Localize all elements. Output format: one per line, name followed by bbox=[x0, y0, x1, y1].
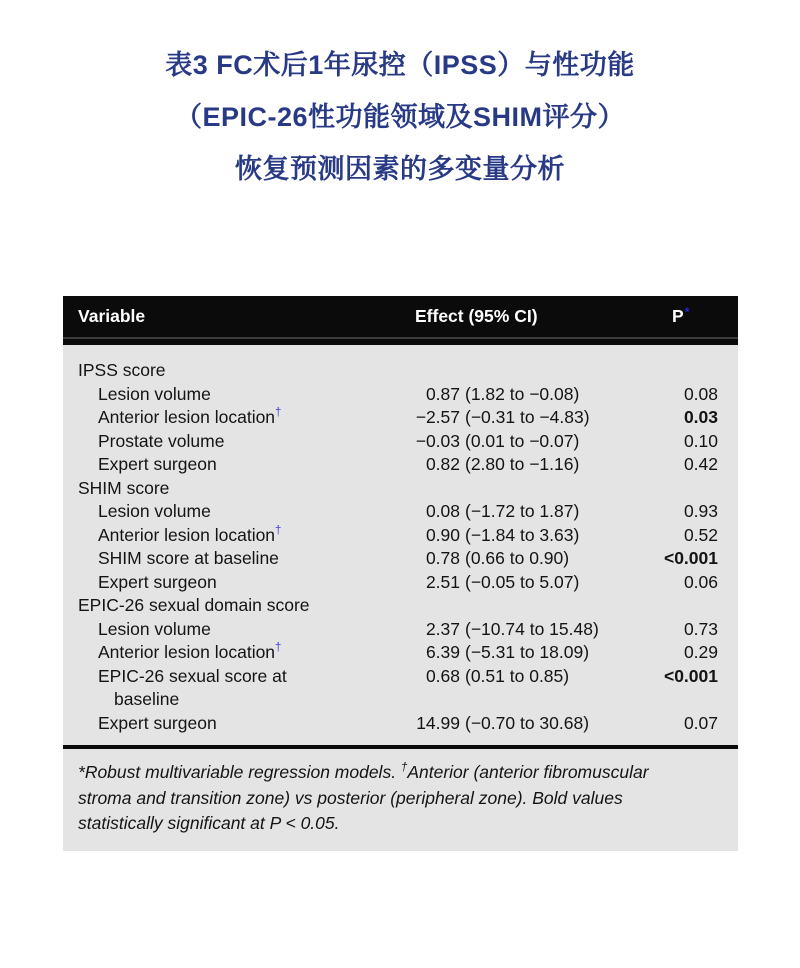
page-title-line-3: 恢复预测因素的多变量分析 bbox=[235, 154, 565, 184]
p-value: 0.03 bbox=[683, 407, 718, 427]
page-title-line-2: （EPIC-26性功能领域及SHIM评分） bbox=[174, 102, 626, 132]
effect-ci: (−0.31 to −4.83) bbox=[465, 407, 590, 427]
dagger-icon: † bbox=[275, 642, 282, 655]
p-value: 0.52 bbox=[683, 524, 718, 545]
p-value: 0.10 bbox=[683, 430, 718, 451]
p-value: 0.93 bbox=[683, 501, 718, 521]
section-row-shim bbox=[63, 477, 738, 501]
table-row bbox=[63, 665, 738, 712]
table-row bbox=[63, 618, 738, 642]
footnote-part-2: Anterior (anterior fibromuscular stroma and transition zone) vs posterior (peripheral zone). Bold values statistically significant at P < 0.05. bbox=[78, 762, 649, 833]
section-label: EPIC-26 sexual domain score bbox=[78, 595, 310, 615]
variable-line-1: EPIC-26 sexual score at bbox=[98, 665, 287, 686]
p-value: 0.06 bbox=[683, 571, 718, 592]
effect-value: 0.78 bbox=[425, 548, 460, 568]
effect-value: 14.99 bbox=[416, 712, 460, 733]
table-footer bbox=[63, 749, 738, 851]
p-value: <0.001 bbox=[663, 548, 718, 568]
header-p-label: P bbox=[672, 306, 684, 326]
table-row bbox=[63, 406, 738, 430]
table-header bbox=[63, 296, 738, 339]
table-row bbox=[63, 383, 738, 407]
effect-ci: (0.01 to −0.07) bbox=[465, 430, 580, 451]
footnote-star: * bbox=[78, 762, 85, 782]
effect-ci: (0.51 to 0.85) bbox=[465, 665, 570, 686]
effect-value: 2.37 bbox=[425, 618, 460, 639]
variable-cell: Lesion volume bbox=[98, 383, 211, 404]
effect-value: 2.51 bbox=[425, 571, 460, 592]
effect-ci: (−10.74 to 15.48) bbox=[465, 618, 599, 639]
effect-ci: (−1.84 to 3.63) bbox=[465, 524, 580, 545]
effect-ci: (2.80 to −1.16) bbox=[465, 454, 580, 474]
effect-value: 0.08 bbox=[425, 501, 460, 521]
effect-ci: (1.82 to −0.08) bbox=[465, 383, 580, 404]
dagger-icon: † bbox=[275, 524, 282, 537]
header-p bbox=[672, 306, 689, 329]
variable-cell: Lesion volume bbox=[98, 501, 211, 521]
table-footnote bbox=[78, 760, 658, 837]
footnote-part-1: Robust multivariable regression models. bbox=[84, 762, 401, 782]
variable-cell: Expert surgeon bbox=[98, 712, 217, 733]
effect-ci: (0.66 to 0.90) bbox=[465, 548, 570, 568]
variable-cell: Anterior lesion location† bbox=[98, 524, 282, 545]
header-variable: Variable bbox=[78, 306, 146, 326]
section-label: IPSS score bbox=[78, 360, 166, 380]
variable-cell: Lesion volume bbox=[98, 618, 211, 639]
effect-value: 6.39 bbox=[425, 642, 460, 662]
dagger-icon: † bbox=[275, 407, 282, 420]
effect-value: −2.57 bbox=[415, 407, 460, 427]
effect-value: 0.87 bbox=[425, 383, 460, 404]
variable-cell: Anterior lesion location† bbox=[98, 642, 282, 662]
header-effect: Effect (95% CI) bbox=[415, 306, 538, 326]
table-row bbox=[63, 547, 738, 571]
effect-ci: (−0.70 to 30.68) bbox=[465, 712, 590, 733]
page-title-line-1: 表3 FC术后1年尿控（IPSS）与性功能 bbox=[165, 50, 635, 80]
variable-cell: SHIM score at baseline bbox=[98, 548, 279, 568]
variable-cell: Expert surgeon bbox=[98, 571, 217, 592]
p-value: <0.001 bbox=[663, 665, 718, 686]
effect-value: 0.68 bbox=[425, 665, 460, 686]
table-row bbox=[63, 571, 738, 595]
effect-value: 0.90 bbox=[425, 524, 460, 545]
section-row-ipss bbox=[63, 359, 738, 383]
footnote-dagger-icon: † bbox=[400, 762, 408, 775]
effect-value: −0.03 bbox=[415, 430, 460, 451]
p-value: 0.29 bbox=[683, 642, 718, 662]
section-label: SHIM score bbox=[78, 477, 170, 498]
effect-ci: (−0.05 to 5.07) bbox=[465, 571, 580, 592]
section-row-epic26 bbox=[63, 594, 738, 618]
variable-cell bbox=[63, 665, 343, 712]
effect-value: 0.82 bbox=[425, 454, 460, 474]
effect-ci: (−5.31 to 18.09) bbox=[465, 642, 590, 662]
table-row bbox=[63, 712, 738, 736]
variable-cell: Expert surgeon bbox=[98, 454, 217, 474]
p-asterisk-icon: * bbox=[684, 305, 690, 319]
table-row bbox=[63, 641, 738, 665]
variable-cell: Prostate volume bbox=[98, 430, 225, 451]
effect-ci: (−1.72 to 1.87) bbox=[465, 501, 580, 521]
p-value: 0.08 bbox=[683, 383, 718, 404]
p-value: 0.42 bbox=[683, 454, 718, 474]
variable-line-2: baseline bbox=[114, 689, 180, 709]
p-value: 0.73 bbox=[683, 618, 718, 639]
variable-cell: Anterior lesion location† bbox=[98, 407, 282, 427]
table-body bbox=[63, 345, 738, 745]
results-table bbox=[63, 296, 738, 851]
table-row bbox=[63, 430, 738, 454]
table-row bbox=[63, 453, 738, 477]
table-row bbox=[63, 524, 738, 548]
p-value: 0.07 bbox=[683, 712, 718, 733]
table-row bbox=[63, 500, 738, 524]
